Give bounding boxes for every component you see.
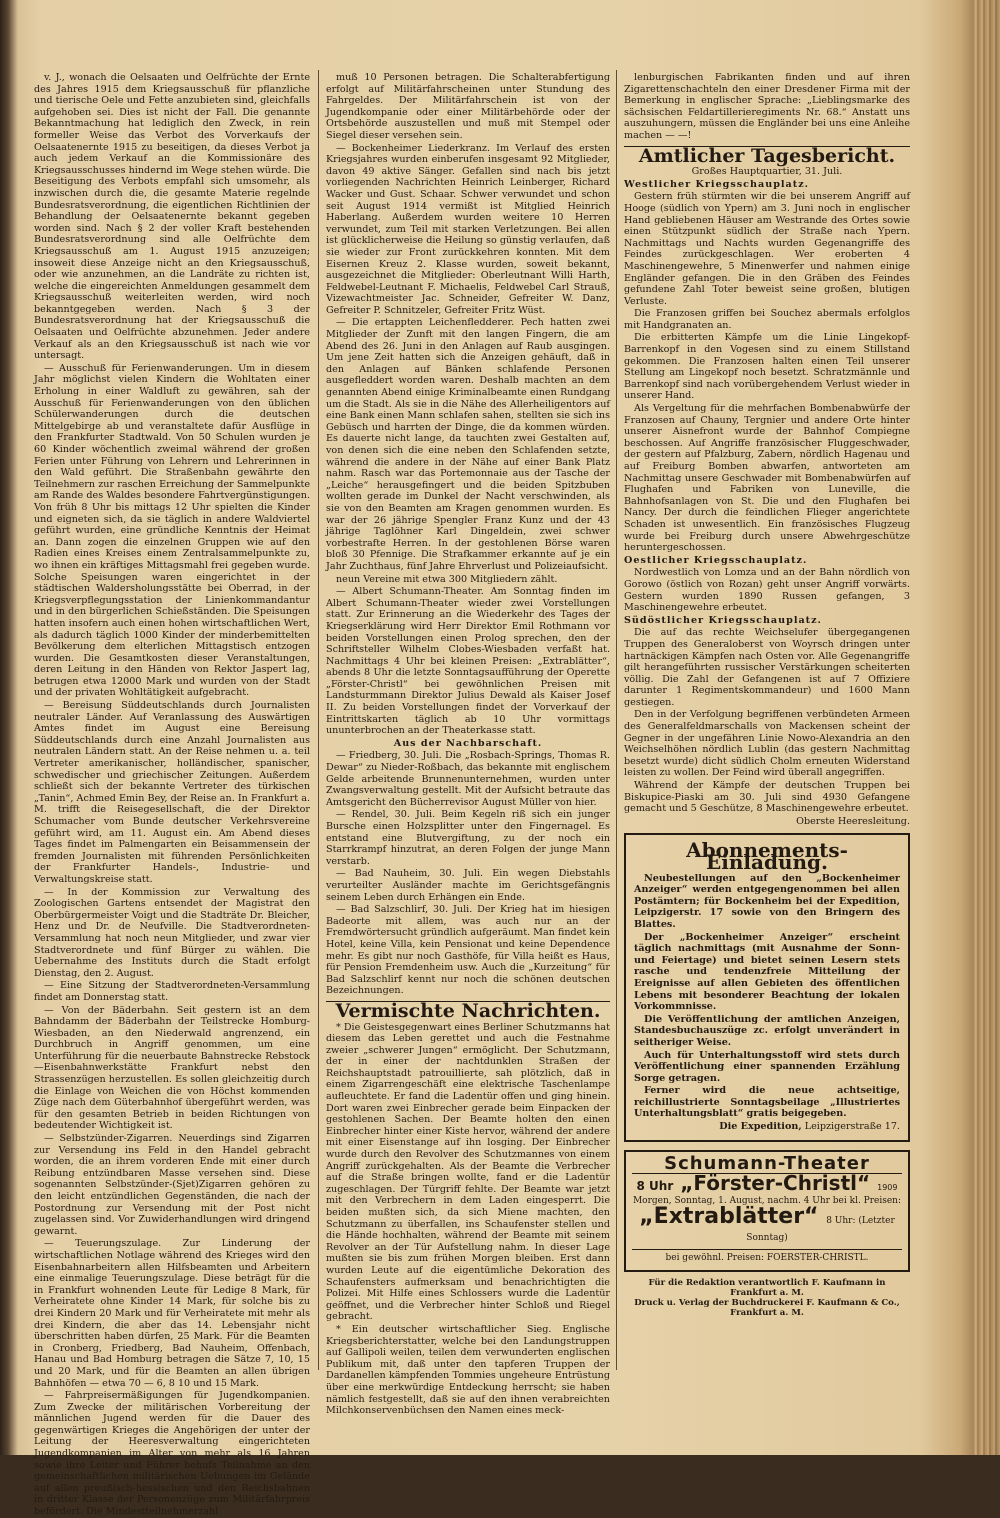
article-paragraph: — Rendel, 30. Juli. Beim Kegeln riß sich ein junger Bursche einen Holzsplitter unter den Fingernagel. Es entstand eine Blutvergiftung, zu der noch ein Starrkrampf hinzutrat, an deren Folgen der junge Mann verstarb. — [326, 809, 610, 867]
article-paragraph: — Bockenheimer Liederkranz. Im Verlauf des ersten Kriegsjahres wurden einberufen insgesamt 92 Mitglieder, davon 49 aktive Sänger. Gefallen sind nach bis jetzt vorliegenden Nachrichten Heinrich Leinberger, Richard Wacker und Gust. Schaar. Schwer verwundet und schon seit August 1914 vermißt ist Mitglied Heinrich Haberlang. Außerdem wurden weitere 10 Herren verwundet, zum Teil mit starken Verletzungen. Bei allen ist glücklicherweise die Heilung so günstig verlaufen, daß sie wieder zur Front zurückkehren konnten. Mit dem Eisernen Kreuz 2. Klasse wurden, soweit bekannt, ausgezeichnet die Mitglieder: Oberleutnant Willi Harth, Feldwebel-Leutnant F. Michaelis, Feldwebel Carl Strauß, Vizewachtmeister Jac. Schneider, Gefreiter W. Danz, Gefreiter P. Schnitzeler, Gefreiter Fritz Wüst. — [326, 142, 610, 316]
imprint-editor: Für die Redaktion verantwortlich F. Kaufmann in Frankfurt a. M. — [648, 1278, 886, 1299]
article-paragraph: * Ein deutscher wirtschaftlicher Sieg. Englische Kriegsberichterstatter, welche bei den Landungstruppen auf Gallipoli weilen, teilen dem verwunderten englischen Publikum mit, daß unter den tapferen Truppen der Dardanellen kämpfenden Tommies ungeheure Entrüstung über eine merkwürdige Entdeckung herrscht; sie haben nämlich festgestellt, daß sie auf den ihnen verabreichten Milchkonservenbüchsen den Namen eines meck- — [326, 1323, 610, 1417]
article-paragraph: — Bad Salzschlirf, 30. Juli. Der Krieg hat im hiesigen Badeorte mit allem, was auch nur an der Fremdwörtersucht gründlich aufgeräumt. Man findet kein Hotel, keine Villa, kein Pensionat und keine Dependence mehr. Es gibt nur noch Gasthöfe, für Villa heißt es Haus, für Pension Fremdenheim usw. Auch die „Kurzeitung“ für Bad Salzschlirf kennt nur noch die schönen deutschen Bezeichnungen. — [326, 904, 610, 997]
section-heading-suedost: Südöstlicher Kriegsschauplatz. — [624, 614, 822, 626]
report-paragraph: Die auf das rechte Weichselufer übergegangenen Truppen des Generaloberst von Woyrsch dringen unter hartnäckigen Kämpfen nach Osten vor. Alle Gegenangriffe gilt herangeführten russischer Verstärkungen scheiterten völlig. Die Zahl der Gefangenen ist auf 7 Offiziere darunter 1 Regimentskommandeur) und 1600 Mann gestiegen. — [624, 627, 910, 708]
show-2-title: „Extrablätter“ — [639, 1204, 819, 1230]
show-2-line: Morgen, Sonntag, 1. August, nachm. 4 Uhr bei kl. Preisen: — [632, 1195, 902, 1206]
show-3-line: bei gewöhnl. Preisen: FOERSTER-CHRISTL. — [632, 1249, 902, 1265]
column-1 — [34, 72, 310, 1518]
section-heading-west: Westlicher Kriegsschauplatz. — [624, 178, 809, 190]
report-paragraph: Nordwestlich von Lomza und an der Bahn nördlich von Gorowo (östlich von Rozan) geht unser Angriff vorwärts. Gestern wurden 1890 Russen gefangen, 3 Maschinengewehre erbeutet. — [624, 567, 910, 614]
article-paragraph: — Von der Bäderbahn. Seit gestern ist an dem Bahndamm der Bäderbahn der Teilstrecke Homburg-Wiesbaden, an den Niederwald angrenzend, ein Durchbruch in Angriff genommen, um eine Unterführung für die neuerbaute Bahnstrecke Rebstock—Eisenbahnwerkstätte Frankfurt nebst den Strassenzügen herzustellen. Es sollen gleichzeitig durch die Einlage von Weichen die von Höchst kommenden Züge nach dem Güterbahnhof übergeführt werden, was für den gesamten Betrieb in beiden Richtungen von bedeutender Wichtigkeit ist. — [34, 1004, 310, 1132]
subscription-paragraph: Auch für Unterhaltungsstoff wird stets durch Veröffentlichung einer spannenden Erzählung Sorge getragen. — [634, 1049, 900, 1084]
show-1-time: 8 Uhr — [636, 1179, 674, 1194]
imprint-printer: Druck u. Verlag der Buchdruckerei F. Kaufmann & Co., Frankfurt a. M. — [634, 1298, 900, 1319]
article-paragraph: — Die ertappten Leichenfledderer. Pech hatten zwei Mitglieder der Zunft mit den langen Fingern, die am Abend des 26. Juni in den Anlagen auf Raub ausgingen. Um jene Zeit hatten sich die Anzeigen gehäuft, daß in den Anlagen auf Bänken schlafende Personen ausgefleddert worden waren. Deshalb machten an dem genannten Abend einige Kriminalbeamte einen Rundgang um die Stadt. Als sie in die Nähe des Allerheiligentors auf eine Bank einen Mann schlafen sahen, stellten sie sich ins Gebüsch und harrten der Dinge, die da kommen würden. Es dauerte nicht lange, da tauchten zwei Gestalten auf, von denen sich die eine neben den Schlafenden setzte, während die andere in der Nähe auf einer Bank Platz nahm. Rasch war das Portemonnaie aus der Tasche der „Leiche“ herausgefingert und die beiden Spitzbuben wollten gerade im Dunkel der Nacht verschwinden, als sie von den Beamten am Kragen genommen wurden. Es war der 26 jährige Spengler Franz Kunz und der 43 jährige Taglöhner Karl Dingeldein, zwei schwer vorbestrafte Herren. In der gestohlenen Börse waren bloß 30 Pfennige. Die Strafkammer erkannte auf je ein Jahr Zuchthaus, fünf Jahre Ehrverlust und Polizeiaufsicht. — [326, 317, 610, 572]
subscription-paragraph: Der „Bockenheimer Anzeiger“ erscheint täglich nachmittags (mit Ausnahme der Sonn- und Feiertage) und bietet seinen Lesern stets rasche und tendenzfreie Mitteilung der Ereignisse auf allen Gebieten des öffentlichen Lebens mit besonderer Beachtung der lokalen Vorkommnisse. — [634, 931, 900, 1013]
imprint — [624, 1278, 910, 1318]
subscription-box — [624, 833, 910, 1141]
theater-name: Schumann-Theater — [632, 1158, 902, 1175]
article-paragraph: — Albert Schumann-Theater. Am Sonntag finden im Albert Schumann-Theater wieder zwei Vorstellungen statt. Zur Erinnerung an die Wiederkehr des Tages der Kriegserklärung wird Herr Direktor Emil Rothmann vor beiden Vorstellungen einen Prolog sprechen, den der Schriftsteller Wilhelm Clobes-Wiesbaden verfaßt hat. Nachmittags 4 Uhr bei kleinen Preisen: „Extrablätter“, abends 8 Uhr die letzte Sonntagsaufführung der Operette „Förster-Christl“ bei gewöhnlichen Preisen mit Landsturmmann Direktor Julius Dewald als Kaiser Josef II. Zu beiden Vorstellungen findet der Vorverkauf der Eintrittskarten täglich ab 10 Uhr vormittags ununterbrochen an der Theaterkasse statt. — [326, 586, 610, 737]
article-paragraph: — Teuerungszulage. Zur Linderung der wirtschaftlichen Notlage während des Krieges wird den Eisenbahnarbeitern allen Hilfsbeamten und Arbeitern eine einmalige Teuerungszulage. Diese beträgt für die in Frankfurt wohnenden Leute für Ledige 8 Mark, für Verheiratete ohne Kinder 14 Mark, für solche bis zu drei Kindern 20 Mark und für Verheiratete mit mehr als drei Kindern, die aber das 14. Lebensjahr nicht überschritten haben dürfen, 25 Mark. Für die Beamten in Cronberg, Friedberg, Bad Nauheim, Offenbach, Hanau und Bad Homburg betragen die Sätze 7, 10, 15 und 20 Mark, und für die Beamten an allen übrigen Bahnhöfen — etwa 70 — 6, 8 10 und 15 Mark. — [34, 1238, 310, 1389]
subscription-paragraph: Ferner wird die neue achtseitige, reichillustrierte Sonntagsbeilage „Illustriertes Unterhaltungsblatt“ gratis beigegeben. — [634, 1085, 900, 1120]
article-paragraph: v. J., wonach die Oelsaaten und Oelfrüchte der Ernte des Jahres 1915 dem Kriegsausschuß für pflanzliche und tierische Oele und Fette anzubieten sind, gleichfalls aufgehoben sei. Dies ist nicht der Fall. Die genannte Bekanntmachung hat lediglich den Zweck, in rein formeller Weise das Verbot des Vorverkaufs der Oelsaatenernte 1915 zu beseitigen, da dieses Verbot ja auch jedem Verkauf an die Kommissionäre des Kriegsausschusses hindernd im Wege stehen würde. Die Beseitigung des Verbots empfahl sich umsomehr, als inzwischen durch die, die gesamte Materie regelnde Bundesratsverordnung, die eigentlichen Richtlinien der Behandlung der Oelsaatenernte bekannt gegeben worden sind. Nach § 2 der voller Kraft bestehenden Bundesratsverordnung sind alle Oelfrüchte dem Kriegsausschuß am 1. August 1915 anzuzeigen; insoweit diese Anzeige nicht an den Kriegsausschuß, oder wie anzunehmen, an die Landräte zu richten ist, welche die eingereichten Anmeldungen gesammelt dem Kriegsausschuß weiterleiten werden, wird noch bekanntgegeben werden. Nach § 3 der Bundesratsverordnung hat der Kriegsausschuß die Oelsaaten und Oelfrüchte abzunehmen. Jeder andere Verkauf als an den Kriegsausschuß ist nach wie vor untersagt. — [34, 72, 310, 362]
show-2-time: 8 Uhr: (Letzter Sonntag) — [746, 1216, 895, 1244]
book-spine — [974, 0, 1000, 1455]
article-paragraph: — Bad Nauheim, 30. Juli. Ein wegen Diebstahls verurteilter Ausländer machte im Gerichtsgefängnis seinem Leben durch Erhängen ein Ende. — [326, 868, 610, 903]
expedition-label: Die Expedition, — [719, 1121, 802, 1133]
column-2 — [326, 72, 610, 1417]
heading-abonnements-einladung: Abonnements-Einladung. — [686, 838, 848, 874]
article-paragraph: — Bereisung Süddeutschlands durch Journalisten neutraler Länder. Auf Veranlassung des Auswärtigen Amtes findet im August eine Bereisung Süddeutschlands durch eine Anzahl Journalisten aus neutralen Ländern statt. An der Reise nehmen u. a. teil Vertreter amerikanischer, holländischer, spanischer, schwedischer und griechischer Zeitungen. Außerdem schließt sich der bekannte Vertreter des türkischen „Tanin“, Achmed Emin Bey, der Reise an. In Frankfurt a. M. trifft die Reisegesellschaft, die der Direktor Schumacher vom Bunde deutscher Verkehrsvereine geführt wird, am 11. August ein. Am Abend dieses Tages findet im Palmengarten ein Beisammensein der fremden Journalisten mit führenden Persönlichkeiten der Frankfurter Handels-, Industrie- und Verwaltungskreise statt. — [34, 700, 310, 885]
expedition-address: Leipzigerstraße 17. — [801, 1121, 900, 1133]
column-3 — [624, 72, 910, 1372]
article-paragraph: — Fahrpreisermäßigungen für Jugendkompanien. Zum Zwecke der militärischen Vorbereitung der männlichen Jugend werden für die Dauer des gegenwärtigen Krieges die Angehörigen der unter der Leitung der Heeresverwaltung eingerichteten Jugendkompanien im Alter von mehr als 16 Jahren sowie ihre Leiter und Führer behufs Teilnahme an den gemeinschaftlichen militärischen Uebungen im Gelände auf allen preußisch-hessischen und den Reichsbahnen in dritter Klasse der Personenzüge zum Militärfahrpreis befördert. Die Mindestteilnehmerzahl — [34, 1390, 310, 1518]
dateline: Großes Hauptquartier, 31. Juli. — [691, 166, 843, 178]
article-paragraph: — Selbstzünder-Zigarren. Neuerdings sind Zigarren zur Versendung ins Feld in den Handel gebracht worden, die an ihrem vorderen Ende mit einer durch Reibung entzündbaren Masse versehen sind. Diese sogenannten Selbstzünder-(Sjet)Zigarren gehören zu den leicht entzündlichen Gegenständen, die nach der Postordnung zur Versendung mit der Post nicht zugelassen sind. Vor Zuwiderhandlungen wird dringend gewarnt. — [34, 1133, 310, 1237]
article-paragraph: muß 10 Personen betragen. Die Schalterabfertigung erfolgt auf Militärfahrscheinen unter Stundung des Fahrgeldes. Der Militärfahrschein ist von der Jugendkompanie oder einer Militärbehörde oder der Ortsbehörde auszustellen und muß mit Stempel oder Siegel dieser versehen sein. — [326, 72, 610, 141]
report-signature: Oberste Heeresleitung. — [796, 815, 910, 827]
article-paragraph: — In der Kommission zur Verwaltung des Zoologischen Gartens entsendet der Magistrat den Oberbürgermeister Voigt und die Stadträte Dr. Bleicher, Henz und Dr. de Neufville. Die Stadtverordneten-Versammlung hat noch neun Mitglieder, und zwar vier Stadtverordnete und fünf Bürger zu wählen. Die Uebernahme des Instituts durch die Stadt erfolgt Dienstag, den 2. August. — [34, 886, 310, 979]
side-number: 1909 — [877, 1183, 898, 1193]
report-paragraph: Gestern früh stürmten wir die bei unserem Angriff auf Hooge (südlich von Ypern) am 3. Juni noch in englischer Hand gebliebenen Häuser am Westrande des Ortes sowie einen Stützpunkt südlich der Straße nach Ypern. Nachmittags und Nachts wurden Gegenangriffe des Feindes zurückgeschlagen. Wer eroberten 4 Maschinengewehre, 5 Minenwerfer und nahmen einige Engländer gefangen. Die in den Gräben des Feindes gefundene Zahl Toter beweist seine großen, blutigen Verluste. — [624, 191, 910, 307]
report-paragraph: Den in der Verfolgung begriffenen verbündeten Armeen des Generalfeldmarschalls von Mackensen scheint der Gegner in der ungefähren Linie Nowo-Alexandria an den Weichselhöhen nördlich Lublin (das gestern Nachmittag besetzt wurde) dicht südlich Cholm erneuten Widerstand leisten zu wollen. Der Feind wird überall angegriffen. — [624, 709, 910, 779]
report-paragraph: Als Vergeltung für die mehrfachen Bombenabwürfe der Franzosen auf Chauny, Tergnier und andere Orte hinter unserer Aisnefront wurde der Bahnhof Compiegne beschossen. Auf Angriffe französischer Fluggeschwader, der gestern auf Pfalzburg, Zabern, nördlich Hagenau und auf Freiburg Bomben abwarfen, antworteten am Nachmittag unsere Geschwader mit Bombenabwürfen auf Flughafen und Fabriken von Luneville, die Bahnhofsanlagen von St. Die und den Flughafen bei Nancy. Der durch die feindlichen Flieger angerichtete Schaden ist unwesentlich. Ein französisches Flugzeug wurde bei Freiburg durch unsere Abwehrgeschütze heruntergeschossen. — [624, 403, 910, 554]
subscription-paragraph: Die Veröffentlichung der amtlichen Anzeigen, Standesbuchauszüge zc. erfolgt unverändert in seitheriger Weise. — [634, 1013, 900, 1048]
article-paragraph: — Eine Sitzung der Stadtverordneten-Versammlung findet am Donnerstag statt. — [34, 980, 310, 1003]
show-1-title: „Förster-Christl“ — [680, 1171, 871, 1196]
column-rule — [318, 70, 319, 1370]
article-paragraph: * Die Geistesgegenwart eines Berliner Schutzmanns hat diesem das Leben gerettet und auch die Festnahme zweier „schwerer Jungen“ ermöglicht. Der Schutzmann, der in einer der nachtdunklen Straßen der Reichshauptstadt patrouillierte, sah plötzlich, daß in einem Zigarrengeschäft eine elektrische Taschenlampe aufleuchtete. Er fand die Ladentür offen und ging hinein. Dort waren zwei Einbrecher gerade beim Einpacken der gestohlenen Sachen. Der Beamte holten den einen Einbrecher hinter einer Kiste hervor, während der andere mit einer Eisenstange auf ihn losging. Der Einbrecher wurde durch den Revolver des Schutzmannes von einem Angriff zurückgehalten. Als der Beamte die Verbrecher auf die Straße bringen wollte, fand er die Ladentür zugeschlagen. Der Türgriff fehlte. Der Beamte war jetzt mit den Verbrechern in dem Laden eingesperrt. Die beiden mußten sich, da sich Miene machten, den Schutzmann zu überfallen, ins Schaufenster stellen und die Hände hochhalten, während der Beamte mit seinem Revolver an der Tür Aufstellung nahm. In dieser Lage mußten sie bis zum frühen Morgen bleiben. Erst dann wurden Leute auf die eigentümliche Dekoration des Schaufensters aufmerksam und benachrichtigten die Polizei. Mit Hilfe eines Schlossers wurde die Ladentür geöffnet, und die Verbrecher hinter Schloß und Riegel gebracht. — [326, 1021, 610, 1323]
report-paragraph: Die erbitterten Kämpfe um die Linie Lingekopf-Barrenkopf in den Vogesen sind zu einem Stillstand gekommen. Die Franzosen halten einen Teil unserer Stellung am Lingekopf noch besetzt. Schratzmännle und Barrenkopf sind nach vorübergehendem Verlust wieder in unserer Hand. — [624, 332, 910, 402]
article-paragraph: lenburgischen Fabrikanten finden und auf ihren Zigarettenschachteln den einer Dresdener Firma mit der Bemerkung in englischer Sprache: „Lieblingsmarke des sächsischen Feldartillerieregiments Nr. 68.“ Anstatt uns auszuhungern, müssen die Engländer bei uns eine Anleihe machen — —! — [624, 72, 910, 141]
article-paragraph: neun Vereine mit etwa 300 Mitgliedern zählt. — [336, 573, 558, 585]
section-heading-nachbarschaft: Aus der Nachbarschaft. — [393, 737, 543, 749]
column-rule — [616, 70, 617, 1370]
col1-articles — [34, 72, 310, 1518]
subscription-signature — [634, 1121, 900, 1133]
report-paragraph: Die Franzosen griffen bei Souchez abermals erfolglos mit Handgranaten an. — [624, 308, 910, 331]
heading-vermischte-nachrichten: Vermischte Nachrichten. — [335, 999, 601, 1022]
heading-amtlicher-tagesbericht: Amtlicher Tagesbericht. — [638, 144, 896, 167]
theater-show-2 — [632, 1204, 902, 1244]
theater-advertisement — [624, 1150, 910, 1273]
section-heading-ost: Oestlicher Kriegsschauplatz. — [624, 554, 808, 566]
subscription-paragraph: Neubestellungen auf den „Bockenheimer Anzeiger“ werden entgegengenommen bei allen Postämtern; für Bockenheim bei der Expedition, Leipzigerstr. 17 sowie von den Bringern des Blattes. — [634, 872, 900, 930]
theater-show-1 — [632, 1171, 902, 1196]
report-paragraph: Während der Kämpfe der deutschen Truppen bei Biskupice-Piaski am 30. Juli sind 4930 Gefangene gemacht und 5 Geschütze, 8 Maschinengewehre erbeutet. — [624, 780, 910, 815]
article-paragraph: — Ausschuß für Ferienwanderungen. Um in diesem Jahr möglichst vielen Kindern die Wohltaten einer Erholung in einer Waldluft zu gewähren, sah der Ausschuß für Ferienwanderungen von den üblichen Schülerwanderungen durch die deutschen Mittelgebirge ab und veranstaltete dafür Ausflüge in den Frankfurter Stadtwald. Von 50 Schulen wurden je 60 Kinder wöchentlich zweimal während der großen Ferien unter Führung von Lehrern und Lehrerinnen in den Wald geführt. Die Straßenbahn gewährte den Teilnehmern zur raschen Erreichung der Sammelpunkte am Rande des Waldes besondere Fahrtvergünstigungen. Von früh 8 Uhr bis mittags 12 Uhr spielten die Kinder und eigneten sich, da sie täglich in andere Waldviertel geführt wurden, eine gründliche Kenntnis der Heimat an. Dann zogen die einzelnen Gruppen wie auf den Radien eines Kreises einem Zentralsammelpunkte zu, wo ihnen ein kräftiges Mittagsmahl frei gegeben wurde. Solche Speisungen waren eingerichtet in der städtischen Waldersholungsstätte bei Oberrad, in der Kriegsverpflegungsstation der Linienkommandantur und in den bürgerlichen Schießständen. Die Speisungen hatten insofern auch einen hohen wirtschaftlichen Wert, als dadurch täglich 1000 Kinder der minderbemittelten Bevölkerung dem elterlichen Mittagstisch entzogen wurden. Die Gesamtkosten dieser Veranstaltungen, deren Leitung in den Händen von Rektor Jaspert lag, betrugen etwa 12000 Mark und wurden von der Stadt und der privaten Wohltätigkeit aufgebracht. — [34, 362, 310, 699]
article-paragraph: — Friedberg, 30. Juli. Die „Rosbach-Springs, Thomas R. Dewar“ zu Nieder-Roßbach, das bekannte mit englischem Gelde arbeitende Brunnenunternehmen, wurden unter Zwangsverwaltung gestellt. Mit der Aufsicht betraute das Amtsgericht den Bücherrevisor August Müller von hier. — [326, 750, 610, 808]
